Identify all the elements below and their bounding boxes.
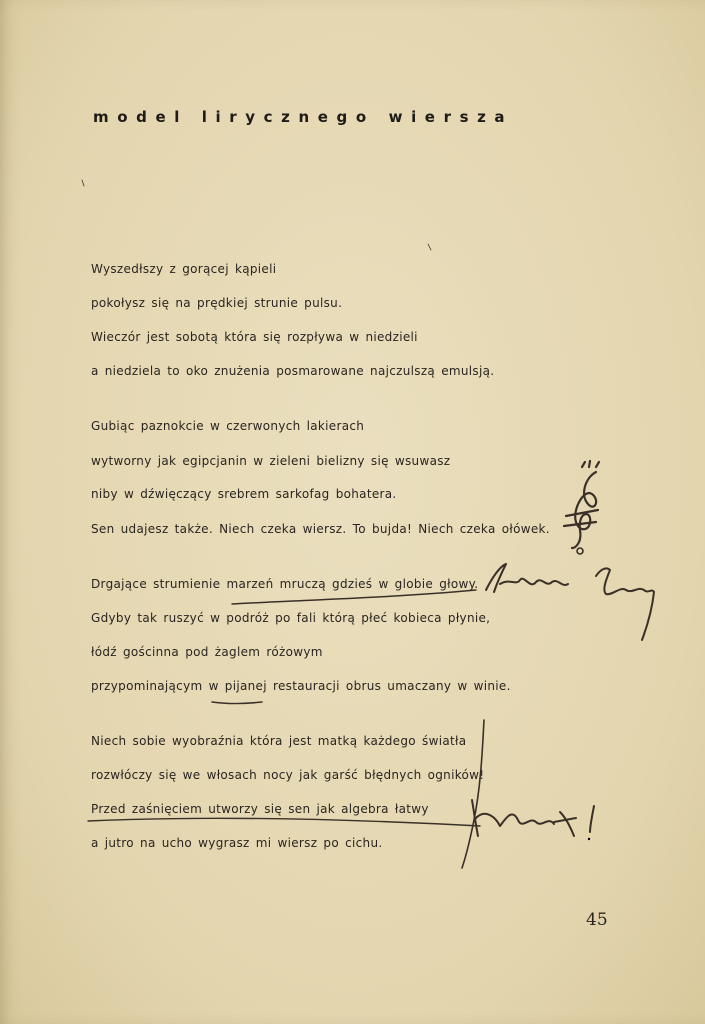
poem-line: Niech sobie wyobraźnia która jest matką każdego światła xyxy=(91,734,467,748)
poem-line: pokołysz się na prędkiej strunie pulsu. xyxy=(91,296,343,310)
handwritten-note-icon xyxy=(486,564,654,640)
poem-line: wytworny jak egipcjanin w zieleni bielizny się wsuwasz xyxy=(91,454,451,468)
poem-line: a jutro na ucho wygrasz mi wiersz po cichu. xyxy=(91,836,383,850)
underline-stroke xyxy=(88,818,480,826)
underline-stroke xyxy=(212,702,262,704)
poem-line: Gdyby tak ruszyć w podróż po fali którą płeć kobieca płynie, xyxy=(91,611,491,625)
poem-line: a niedziela to oko znużenia posmarowane najczulszą emulsją. xyxy=(91,364,495,378)
poem-line: niby w dźwięczący srebrem sarkofag bohatera. xyxy=(91,487,397,501)
underline-stroke xyxy=(232,590,476,604)
page-number: 45 xyxy=(586,910,608,930)
poem-line: przypominającym w pijanej restauracji obrus umaczany w winie. xyxy=(91,679,511,693)
poem-line: Wieczór jest sobotą która się rozpływa w niedzieli xyxy=(91,330,418,344)
handwritten-note-icon xyxy=(472,800,594,840)
poem-line: Sen udajesz także. Niech czeka wiersz. To bujda! Niech czeka ołówek. xyxy=(91,522,550,536)
poem-line: Wyszedłszy z gorącej kąpieli xyxy=(91,262,277,276)
poem-line: Przed zaśnięciem utworzy się sen jak algebra łatwy xyxy=(91,802,429,816)
poem-line: Gubiąc paznokcie w czerwonych lakierach xyxy=(91,419,365,433)
proofreader-mark-icon xyxy=(564,461,599,554)
poem-line: Drgające strumienie marzeń mruczą gdzieś w globie głowy. xyxy=(91,577,479,591)
poem-line: rozwłóczy się we włosach nocy jak garść błędnych ogników! xyxy=(91,768,485,782)
poem-title: model lirycznego wiersza xyxy=(93,108,514,126)
poem-line: łódź gościnna pod żaglem różowym xyxy=(91,645,323,659)
